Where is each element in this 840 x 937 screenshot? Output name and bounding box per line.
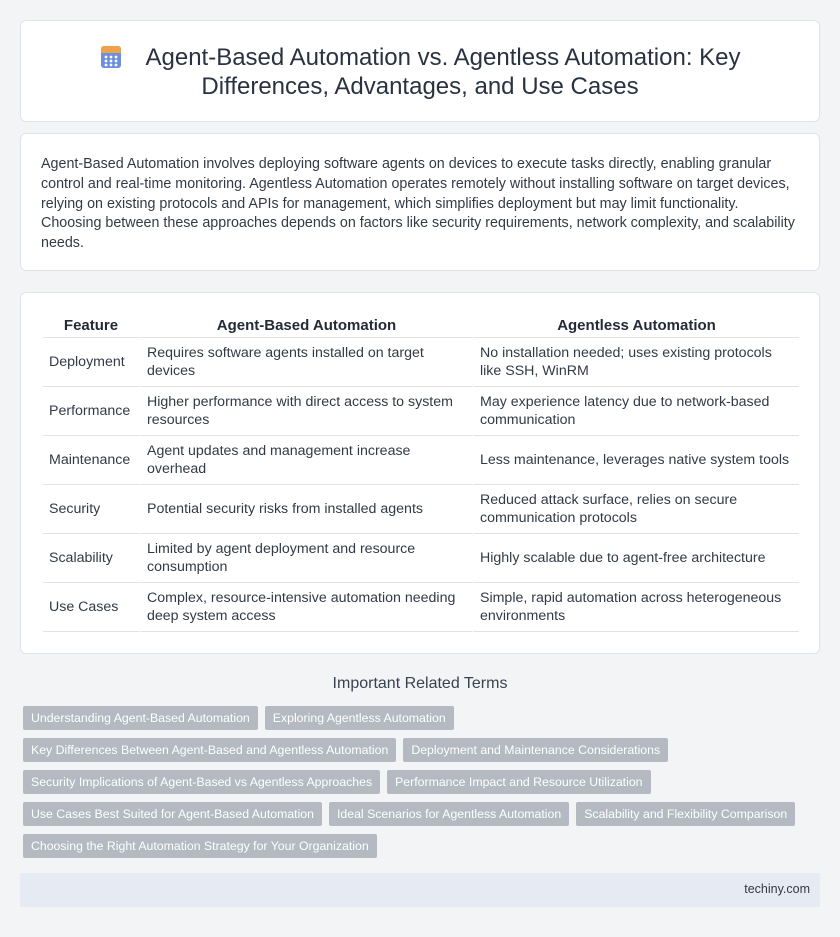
footer xyxy=(20,873,820,907)
header-feature: Feature xyxy=(43,313,139,338)
cell-feature: Deployment xyxy=(43,338,139,387)
comparison-table-card xyxy=(20,292,820,654)
related-term-tag[interactable]: Understanding Agent-Based Automation xyxy=(23,706,258,730)
related-term-tag[interactable]: Performance Impact and Resource Utilization xyxy=(387,770,650,794)
title-line-2: Differences, Advantages, and Use Cases xyxy=(201,73,639,100)
cell-agent-based: Higher performance with direct access to system resources xyxy=(139,387,472,436)
table-row xyxy=(43,436,799,485)
page-title xyxy=(21,43,819,101)
cell-agentless: No installation needed; uses existing protocols like SSH, WinRM xyxy=(472,338,799,387)
table-row xyxy=(43,534,799,583)
related-term-tag[interactable]: Exploring Agentless Automation xyxy=(265,706,454,730)
related-terms-heading: Important Related Terms xyxy=(332,675,508,692)
related-term-tag[interactable]: Deployment and Maintenance Considerations xyxy=(403,738,668,762)
related-term-tag[interactable]: Ideal Scenarios for Agentless Automation xyxy=(329,802,569,826)
intro-paragraph: Agent-Based Automation involves deploying software agents on devices to execute tasks directly, enabling granular control and real-time monitoring. Agentless Automation operates remotely without installing software on target devices, relying on existing protocols and APIs for management, which simplifies deployment but may limit functionality. Choosing between these approaches depends on factors like security requirements, network complexity, and scalability needs. xyxy=(41,156,795,252)
comparison-table xyxy=(43,313,799,632)
cell-agentless: Simple, rapid automation across heterogeneous environments xyxy=(472,583,799,632)
related-term-tag[interactable]: Security Implications of Agent-Based vs Agentless Approaches xyxy=(23,770,380,794)
cell-feature: Performance xyxy=(43,387,139,436)
cell-feature: Maintenance xyxy=(43,436,139,485)
cell-agent-based: Requires software agents installed on target devices xyxy=(139,338,472,387)
table-row xyxy=(43,387,799,436)
related-term-tag[interactable]: Use Cases Best Suited for Agent-Based Automation xyxy=(23,802,322,826)
title-line-1: Agent-Based Automation vs. Agentless Automation: Key xyxy=(145,44,741,71)
cell-agent-based: Potential security risks from installed agents xyxy=(139,485,472,534)
table-header-row xyxy=(43,313,799,338)
cell-agent-based: Agent updates and management increase overhead xyxy=(139,436,472,485)
title-card xyxy=(20,20,820,122)
cell-agentless: May experience latency due to network-based communication xyxy=(472,387,799,436)
related-terms-list xyxy=(23,706,823,858)
cell-feature: Scalability xyxy=(43,534,139,583)
table-row xyxy=(43,485,799,534)
header-agent-based: Agent-Based Automation xyxy=(139,313,472,338)
related-term-tag[interactable]: Key Differences Between Agent-Based and Agentless Automation xyxy=(23,738,396,762)
cell-agentless: Less maintenance, leverages native system tools xyxy=(472,436,799,485)
calculator-icon xyxy=(99,45,123,69)
cell-feature: Use Cases xyxy=(43,583,139,632)
header-agentless: Agentless Automation xyxy=(472,313,799,338)
related-term-tag[interactable]: Choosing the Right Automation Strategy for Your Organization xyxy=(23,834,377,858)
related-term-tag[interactable]: Scalability and Flexibility Comparison xyxy=(576,802,795,826)
intro-card xyxy=(20,133,820,271)
cell-agentless: Reduced attack surface, relies on secure communication protocols xyxy=(472,485,799,534)
cell-agent-based: Limited by agent deployment and resource consumption xyxy=(139,534,472,583)
table-row xyxy=(43,583,799,632)
footer-brand[interactable]: techiny.com xyxy=(744,882,810,896)
cell-agentless: Highly scalable due to agent-free architecture xyxy=(472,534,799,583)
cell-agent-based: Complex, resource-intensive automation needing deep system access xyxy=(139,583,472,632)
table-row xyxy=(43,338,799,387)
cell-feature: Security xyxy=(43,485,139,534)
